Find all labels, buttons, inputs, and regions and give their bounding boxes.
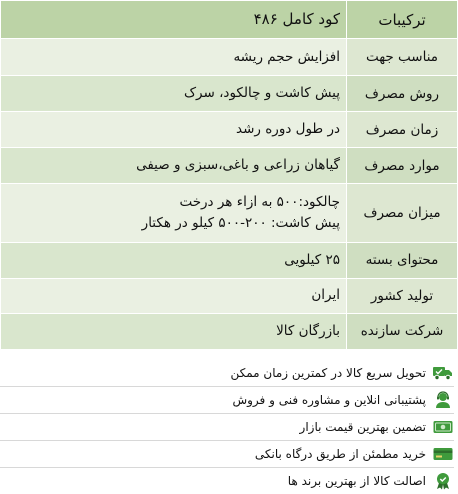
support-agent-icon	[432, 391, 454, 409]
row-key: مناسب جهت	[347, 39, 458, 76]
row-value: بازرگان کالا	[1, 313, 347, 349]
row-value: پیش کاشت و چالکود، سرک	[1, 76, 347, 112]
feature-item-support	[0, 387, 454, 414]
feature-item-payment	[0, 441, 454, 468]
row-key: تولید کشور	[347, 278, 458, 313]
row-key: شرکت سازنده	[347, 313, 458, 349]
feature-item-authenticity	[0, 468, 454, 494]
table-row	[1, 76, 458, 112]
feature-label: پشتیبانی انلاین و مشاوره فنی و فروش	[232, 393, 426, 407]
row-value: در طول دوره رشد	[1, 112, 347, 148]
row-key: زمان مصرف	[347, 112, 458, 148]
feature-label: اصالت کالا از بهترین برند ها	[287, 474, 426, 488]
row-value: افزایش حجم ریشه	[1, 39, 347, 76]
table-row	[1, 313, 458, 349]
quality-badge-icon	[432, 472, 454, 490]
header-value-cell: کود کامل ۴۸۶	[1, 1, 347, 39]
feature-item-delivery	[0, 360, 454, 387]
row-value-line: چالکود:۵۰۰ به ازاء هر درخت	[179, 194, 340, 211]
feature-label: تحویل سریع کالا در کمترین زمان ممکن	[230, 366, 426, 380]
table-row	[1, 184, 458, 242]
row-value	[1, 184, 347, 242]
row-key: روش مصرف	[347, 76, 458, 112]
feature-label: خرید مطمئن از طریق درگاه بانکی	[254, 447, 426, 461]
row-value: ایران	[1, 278, 347, 313]
row-value-line: پیش کاشت: ۲۰۰-۵۰۰ کیلو در هکتار	[141, 215, 340, 232]
header-key-cell: ترکیبات	[347, 1, 458, 39]
table-row	[1, 148, 458, 184]
credit-card-icon	[432, 445, 454, 463]
row-value: ۲۵ کیلویی	[1, 242, 347, 278]
row-key: موارد مصرف	[347, 148, 458, 184]
delivery-truck-icon	[432, 364, 454, 382]
row-key: محتوای بسته	[347, 242, 458, 278]
row-key: میزان مصرف	[347, 184, 458, 242]
table-row	[1, 242, 458, 278]
table-row	[1, 278, 458, 313]
table-row	[1, 39, 458, 76]
feature-item-price	[0, 414, 454, 441]
table-row	[1, 112, 458, 148]
cash-icon	[432, 418, 454, 436]
feature-label: تضمین بهترین قیمت بازار	[299, 420, 426, 434]
features-list	[0, 360, 458, 494]
table-header-row	[1, 1, 458, 39]
row-value: گیاهان زراعی و باغی،سبزی و صیفی	[1, 148, 347, 184]
